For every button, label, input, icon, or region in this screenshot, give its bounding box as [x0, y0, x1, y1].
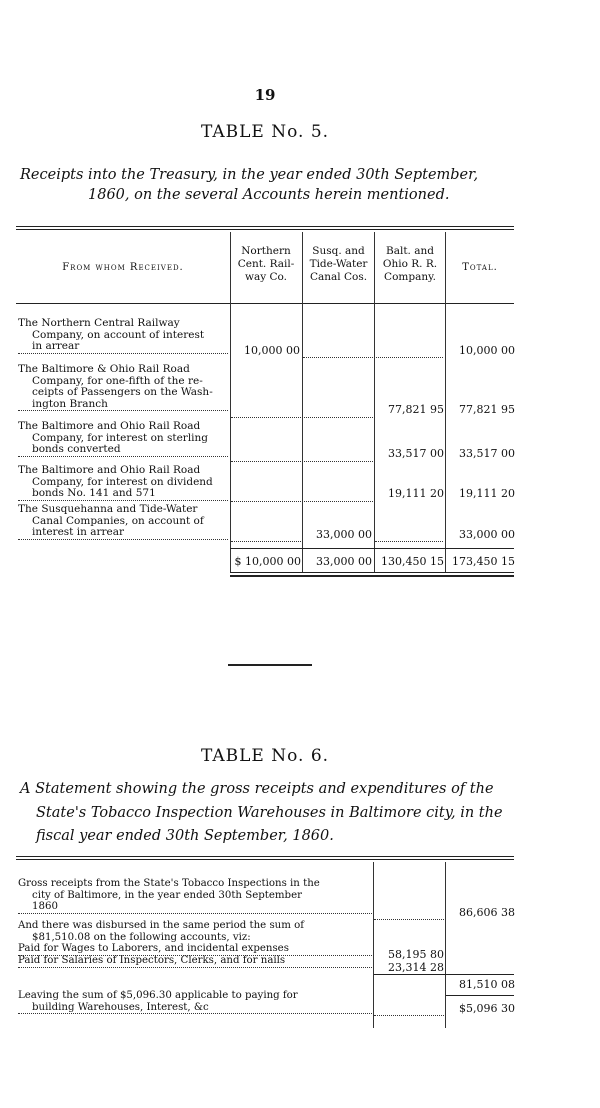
table6-disbursed: And there was disbursed in the same period the sum of $81,510.08 on the following accounts, viz: — [18, 920, 305, 943]
table5-row: The Northern Central Railway Company, on account of interest in arrear — [18, 318, 228, 354]
table6-leaving-total: $5,096 30 — [459, 1002, 515, 1015]
table5-row5-susq: 33,000 00 — [316, 528, 372, 541]
table5-row5-total: 33,000 00 — [459, 528, 515, 541]
separator-rule — [228, 664, 312, 666]
table6-wages-amount: 58,195 80 — [388, 948, 444, 961]
table5-total-susq: 33,000 00 — [316, 555, 372, 568]
table5-row2-total: 77,821 95 — [459, 403, 515, 416]
table5-row2-balt: 77,821 95 — [388, 403, 444, 416]
table6-caption-line1: A Statement showing the gross receipts and expenditures of the — [20, 781, 494, 797]
table5-caption-line2: 1860, on the several Accounts herein mentioned. — [88, 187, 450, 203]
table5-header-northern: Northern Cent. Rail- way Co. — [237, 245, 295, 283]
table6-gross-receipts: Gross receipts from the State's Tobacco Inspections in the city of Baltimore, in the year ended 30th September 1860 — [18, 878, 372, 914]
table5-row: The Baltimore and Ohio Rail Road Company, for interest on dividend bonds No. 141 and 571 — [18, 465, 228, 501]
table5-title: TABLE No. 5. — [200, 122, 330, 142]
table5-row: The Baltimore & Ohio Rail Road Company, for one-fifth of the re- ceipts of Passengers on the Wash- ington Branch — [18, 364, 228, 411]
table5-caption-line1: Receipts into the Treasury, in the year ended 30th September, — [20, 167, 479, 183]
table5-row3-total: 33,517 00 — [459, 447, 515, 460]
table6-salaries-amount: 23,314 28 — [388, 961, 444, 974]
page-number: 19 — [254, 86, 276, 104]
table5-header-total: Total. — [462, 262, 498, 273]
table6-salaries-label: Paid for Salaries of Inspectors, Clerks, and for nails — [18, 955, 372, 968]
table6-title: TABLE No. 6. — [200, 746, 330, 766]
table5-total-balt: 130,450 15 — [381, 555, 444, 568]
table5-grand-total: 173,450 15 — [452, 555, 515, 568]
table5-row1-total: 10,000 00 — [459, 344, 515, 357]
table5-row4-balt: 19,111 20 — [388, 487, 444, 500]
table5-header-from: From whom Received. — [62, 262, 184, 273]
table6-leaving: Leaving the sum of $5,096.30 applicable to paying for building Warehouses, Interest, &c — [18, 990, 372, 1014]
table6-caption-line3: fiscal year ended 30th September, 1860. — [36, 828, 334, 844]
table5-row: The Susquehanna and Tide-Water Canal Companies, on account of interest in arrear — [18, 504, 228, 540]
table5-row4-total: 19,111 20 — [459, 487, 515, 500]
table6-wages-label: Paid for Wages to Laborers, and incidental expenses — [18, 943, 372, 956]
table6-gross-total: 86,606 38 — [459, 906, 515, 919]
table5-row1-northern: 10,000 00 — [244, 344, 300, 357]
table5-header-susq: Susq. and Tide-Water Canal Cos. — [309, 245, 368, 283]
table5-row3-balt: 33,517 00 — [388, 447, 444, 460]
table5-total-northern: $ 10,000 00 — [234, 555, 301, 568]
table6-disbursed-total: 81,510 08 — [459, 978, 515, 991]
table5-header-balt: Balt. and Ohio R. R. Company. — [382, 245, 438, 283]
table5-row: The Baltimore and Ohio Rail Road Company, for interest on sterling bonds converted — [18, 421, 228, 457]
table6-caption-line2: State's Tobacco Inspection Warehouses in Baltimore city, in the — [36, 805, 503, 821]
